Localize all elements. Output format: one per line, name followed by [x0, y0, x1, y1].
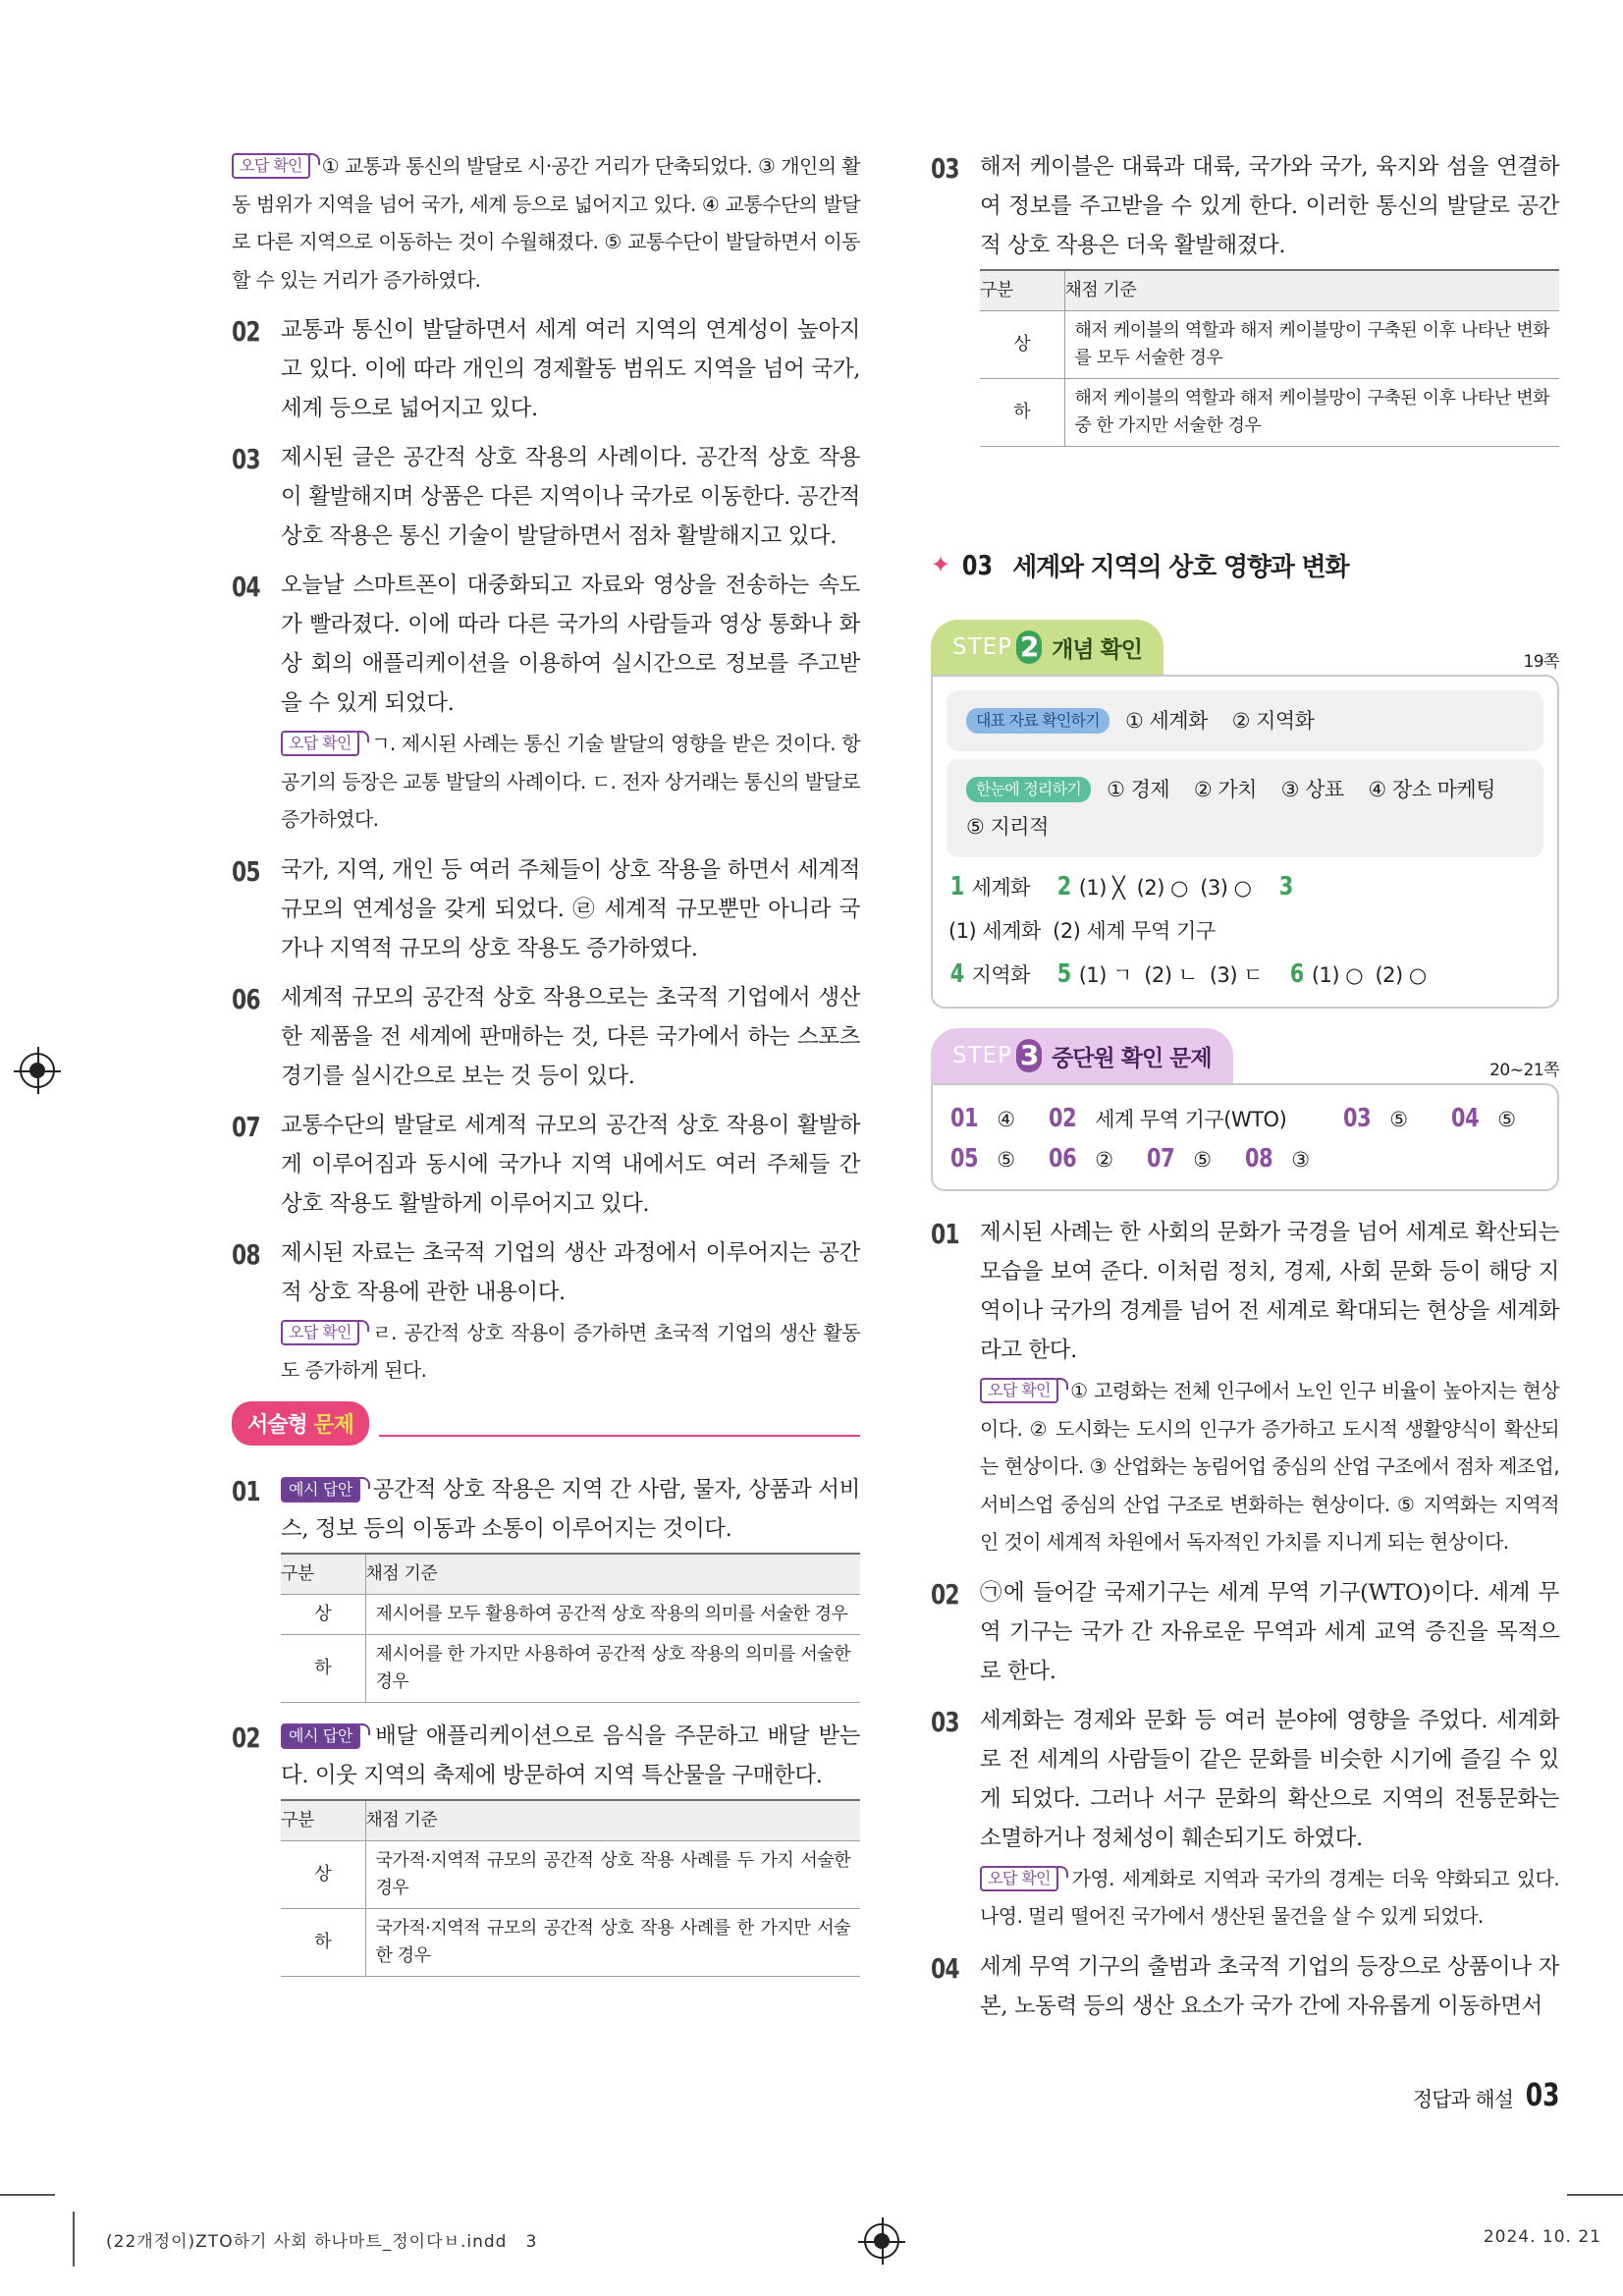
step-title: 중단원 확인 문제: [1052, 1045, 1212, 1071]
item-text: 공간적 상호 작용은 지역 간 사람, 물자, 상품과 서비스, 정보 등의 이동과 소통이 이루어지는 것이다.: [281, 1476, 860, 1542]
grading-table: [980, 269, 1559, 447]
unit-item-04: [931, 1947, 1559, 2026]
topic-heading: [931, 535, 1559, 594]
essay-item-01: [232, 1470, 860, 1703]
answer-line: [947, 953, 1543, 997]
item-text: 제시된 사례는 한 사회의 문화가 국경을 넘어 세계로 확산되는 모습을 보여 준다. 이처럼 정치, 경제, 사회 문화 등이 해당 지역이나 국가의 경계를 넘어 전 세계로 확대되는 현상을 세계화라고 한다.: [980, 1220, 1559, 1363]
criteria-header: 채점 기준: [365, 1554, 860, 1595]
wrong-answer-note: [281, 1314, 860, 1390]
example-answer-tag: 예시 답안: [281, 1723, 360, 1749]
topic-number: 03: [962, 548, 994, 581]
answer-item-04: [232, 566, 860, 839]
item-text: 해저 케이블은 대륙과 대륙, 국가와 국가, 육지와 섬을 연결하여 정보를 주고받을 수 있게 한다. 이러한 통신의 발달로 공간적 상호 작용은 더욱 활발해졌다.: [980, 154, 1559, 258]
wrong-answer-tag: 오답 확인: [281, 731, 359, 756]
summary-box: [947, 759, 1543, 857]
note-text: ① 고령화는 전체 인구에서 노인 인구 비율이 높아지는 현상이다. ② 도시화는 도시의 인구가 증가하고 도시적 생활양식이 확산되는 현상이다. ③ 산업화는 농림어업 중심의 산업 구조에서 점차 제조업, 서비스업 중심의 산업 구조로 변화하는 현상이다. ⑤ 지역화는 지역적인 것이 세계적 차원에서 독자적인 가치를 지니게 되는 현상이다.: [980, 1379, 1559, 1554]
registration-mark-icon: [864, 2223, 899, 2259]
box-answers: ① 세계화 ② 지역화: [1125, 709, 1315, 733]
item-text: 배달 애플리케이션으로 음식을 주문하고 배달 받는다. 이웃 지역의 축제에 방문하여 지역 특산물을 구매한다.: [281, 1722, 860, 1788]
unit-item-01: [931, 1213, 1559, 1561]
answer-item-08: [232, 1233, 860, 1390]
item-text: 세계 무역 기구의 출범과 초국적 기업의 등장으로 상품이나 자본, 노동력 등의 생산 요소가 국가 간에 자유롭게 이동하면서: [980, 1953, 1559, 2019]
item-text: 세계적 규모의 공간적 상호 작용으로는 초국적 기업에서 생산한 제품을 전 세계에 판매하는 것, 다른 국가에서 하는 스포츠 경기를 실시간으로 보는 것 등이 있다.: [281, 984, 861, 1089]
note-text: 가영. 세계화로 지역과 국가의 경계는 더욱 약화되고 있다. 나영. 멀리 떨어진 국가에서 생산된 물건을 살 수 있게 되었다.: [980, 1866, 1559, 1928]
essay-section-title: 서술형 문제: [232, 1401, 369, 1446]
note-text: ㄱ. 제시된 사례는 통신 기술 발달의 영향을 받은 것이다. 항공기의 등장은 교통 발달의 사례이다. ㄷ. 전자 상거래는 통신의 발달로 증가하였다.: [281, 732, 860, 831]
answer-item-07: [232, 1106, 860, 1224]
item-number: 03: [931, 152, 959, 185]
step-label: STEP: [952, 1043, 1013, 1068]
answer-item-03: [232, 438, 860, 556]
item-number: 02: [232, 315, 260, 348]
wrong-answer-note: [980, 1372, 1559, 1561]
answer-number: 3: [1278, 872, 1293, 902]
grade-header: 구분: [281, 1554, 365, 1595]
slug-file-info: (22개정이)ZTO하기 사회 하나마트_정이다ㅂ.indd 3: [106, 2232, 538, 2252]
representative-data-chip: 대표 자료 확인하기: [966, 708, 1109, 734]
answer-cell: 03 ⑤: [1343, 1104, 1408, 1133]
wrong-answer-note: [232, 147, 860, 299]
registration-mark-icon: [20, 1053, 55, 1088]
item-text: 국가, 지역, 개인 등 여러 주체들이 상호 작용을 하면서 세계적 규모의 연계성을 갖게 되었다. ㉣ 세계적 규모뿐만 아니라 국가나 지역적 규모의 상호 작용도 증가하였다.: [281, 856, 860, 961]
wrong-answer-note: [980, 1860, 1559, 1936]
criteria-cell: 제시어를 모두 활용하여 공간적 상호 작용의 의미를 서술한 경우: [365, 1594, 860, 1634]
step3-tab: [931, 1028, 1233, 1083]
item-number: 07: [232, 1110, 260, 1143]
answer-grid: [947, 1139, 1543, 1179]
unit-item-02: [931, 1573, 1559, 1691]
step3-box: [931, 1083, 1559, 1191]
step-number: 3: [1016, 1039, 1042, 1072]
right-column: [931, 147, 1559, 2036]
item-text: 세계화는 경제와 문화 등 여러 분야에 영향을 주었다. 세계화로 전 세계의 사람들이 같은 문화를 비슷한 시기에 즐길 수 있게 되었다. 그러나 서구 문화의 확산으로 지역의 전통문화는 소멸하거나 정체성이 훼손되기도 하였다.: [980, 1707, 1559, 1851]
answer-number: 4: [949, 959, 964, 989]
essay-item-02: [232, 1717, 860, 1977]
step2-box: [931, 675, 1559, 1009]
item-text: 교통과 통신이 발달하면서 세계 여러 지역의 연계성이 높아지고 있다. 이에 따라 개인의 경제활동 범위도 지역을 넘어 국가, 세계 등으로 넓어지고 있다.: [281, 317, 860, 421]
answer-item-02: [232, 310, 860, 428]
criteria-header: 채점 기준: [1064, 270, 1559, 311]
criteria-cell: 국가적·지역적 규모의 공간적 상호 작용 사례를 한 가지만 서술한 경우: [365, 1908, 860, 1976]
answer-cell: 05 ⑤: [950, 1144, 1015, 1174]
grade-header: 구분: [980, 270, 1064, 311]
criteria-cell: 해저 케이블의 역할과 해저 케이블망이 구축된 이후 나타난 변화 중 한 가지만 서술한 경우: [1064, 379, 1559, 447]
page-reference: 19쪽: [1523, 652, 1559, 672]
answer-value: (1) ○ (2) ○: [1311, 963, 1427, 987]
unit-item-03: [931, 1701, 1559, 1936]
answer-number: 6: [1290, 959, 1305, 989]
answer-value: (1) 세계화 (2) 세계 무역 기구: [948, 919, 1216, 943]
item-number: 06: [232, 982, 260, 1015]
step3-unit-check: [931, 1028, 1559, 1191]
answer-value: 세계화: [971, 876, 1030, 900]
wrong-answer-tag: 오답 확인: [980, 1866, 1058, 1891]
answer-cell: 08 ③: [1245, 1144, 1310, 1174]
item-number: 04: [232, 571, 260, 603]
grade-cell: 상: [980, 311, 1064, 379]
footer-label: 정답과 해설: [1412, 2088, 1513, 2111]
note-text: ㄹ. 공간적 상호 작용이 증가하면 초국적 기업의 생산 활동도 증가하게 된다.: [281, 1320, 860, 1382]
criteria-cell: 해저 케이블의 역할과 해저 케이블망이 구축된 이후 나타난 변화를 모두 서술한 경우: [1064, 311, 1559, 379]
crop-mark: [1567, 2194, 1623, 2196]
grading-table: [281, 1553, 860, 1703]
item-text: ㉠에 들어갈 국제기구는 세계 무역 기구(WTO)이다. 세계 무역 기구는 국가 간 자유로운 무역과 세계 교역 증진을 목적으로 한다.: [980, 1579, 1559, 1684]
item-number: 01: [931, 1218, 959, 1250]
step-title: 개념 확인: [1052, 636, 1142, 663]
item-text: 오늘날 스마트폰이 대중화되고 자료와 영상을 전송하는 속도가 빨라졌다. 이에 따라 다른 국가의 사람들과 영상 통화나 화상 회의 애플리케이션을 이용하여 실시간으로 정보를 주고받을 수 있게 되었다.: [281, 573, 860, 716]
answer-value: 지역화: [971, 963, 1030, 987]
answer-cell: 06 ②: [1049, 1144, 1113, 1174]
answer-cell: 07 ⑤: [1147, 1144, 1212, 1174]
wrong-answer-tag: 오답 확인: [232, 153, 310, 179]
answer-item-06: [232, 978, 860, 1096]
grade-header: 구분: [281, 1800, 365, 1841]
answer-grid: [947, 1099, 1543, 1139]
topic-title: 세계와 지역의 상호 영향과 변화: [1012, 552, 1349, 582]
item-number: 08: [232, 1237, 260, 1271]
section-divider: [379, 1435, 860, 1437]
criteria-cell: 국가적·지역적 규모의 공간적 상호 작용 사례를 두 가지 서술한 경우: [365, 1840, 860, 1908]
item-number: 02: [232, 1721, 260, 1754]
answer-number: 5: [1056, 959, 1071, 989]
answer-line: [947, 865, 1543, 953]
grade-cell: 하: [281, 1908, 365, 1976]
item-text: 제시된 자료는 초국적 기업의 생산 과정에서 이루어지는 공간적 상호 작용에 관한 내용이다.: [281, 1239, 860, 1305]
essay-section-header: [232, 1401, 860, 1449]
criteria-header: 채점 기준: [365, 1800, 860, 1841]
item-number: 04: [931, 1951, 959, 1985]
step2-concept-check: [931, 620, 1559, 1009]
page-number: 03: [1526, 2076, 1560, 2113]
wrong-answer-note: [281, 725, 860, 839]
star-icon: ✦: [931, 551, 951, 578]
essay-item-03: [931, 147, 1559, 447]
item-number: 02: [931, 1577, 959, 1611]
step2-tab: [931, 620, 1163, 675]
note-text: ① 교통과 통신의 발달로 시·공간 거리가 단축되었다. ③ 개인의 활동 범위가 지역을 넘어 국가, 세계 등으로 넓어지고 있다. ④ 교통수단의 발달로 다른 지역으로 이동하는 것이 수월해졌다. ⑤ 교통수단이 발달하면서 이동할 수 있는 거리가 증가하였다.: [232, 154, 860, 292]
grade-cell: 상: [281, 1840, 365, 1908]
left-column: [232, 147, 860, 1991]
answer-value: (1) ㄱ (2) ㄴ (3) ㄷ: [1078, 963, 1264, 987]
wrong-answer-tag: 오답 확인: [281, 1320, 359, 1345]
answer-cell: 04 ⑤: [1451, 1104, 1516, 1133]
answer-item-05: [232, 850, 860, 968]
representative-data-box: [947, 690, 1543, 751]
wrong-answer-tag: 오답 확인: [980, 1378, 1058, 1403]
example-answer-tag: 예시 답안: [281, 1477, 360, 1503]
criteria-cell: 제시어를 한 가지만 사용하여 공간적 상호 작용의 의미를 서술한 경우: [365, 1634, 860, 1702]
item-number: 01: [232, 1474, 260, 1507]
item-text: 교통수단의 발달로 세계적 규모의 공간적 상호 작용이 활발하게 이루어짐과 동시에 국가나 지역 내에서도 여러 주체들 간 상호 작용도 활발하게 이루어지고 있다.: [281, 1112, 861, 1217]
grade-cell: 하: [980, 379, 1064, 447]
grade-cell: 상: [281, 1594, 365, 1634]
slug-date: 2024. 10. 21: [1483, 2227, 1601, 2247]
step-label: STEP: [952, 634, 1013, 660]
box-answers: ① 경제 ② 가치 ③ 상표 ④ 장소 마케팅: [1107, 778, 1496, 801]
item-text: 제시된 글은 공간적 상호 작용의 사례이다. 공간적 상호 작용이 활발해지며 상품은 다른 지역이나 국가로 이동한다. 공간적 상호 작용은 통신 기술이 발달하면서 점차 활발해지고 있다.: [281, 445, 860, 549]
grading-table: [281, 1799, 860, 1977]
answer-number: 2: [1056, 872, 1071, 902]
summary-chip: 한눈에 정리하기: [966, 777, 1091, 802]
item-number: 03: [931, 1705, 959, 1738]
answer-value: (1) ╳ (2) ○ (3) ○: [1078, 876, 1252, 900]
answer-cell: 01 ④: [950, 1104, 1015, 1133]
step-number: 2: [1016, 630, 1042, 664]
page-reference: 20~21쪽: [1489, 1061, 1559, 1080]
crop-mark: [0, 2194, 55, 2196]
answer-number: 1: [949, 872, 964, 902]
box-answers-cont: ⑤ 지리적: [966, 815, 1049, 839]
answer-cell: 02 세계 무역 기구(WTO): [1049, 1104, 1287, 1133]
item-number: 05: [232, 854, 260, 888]
grade-cell: 하: [281, 1634, 365, 1702]
item-number: 03: [232, 443, 260, 475]
crop-mark: [73, 2212, 75, 2267]
